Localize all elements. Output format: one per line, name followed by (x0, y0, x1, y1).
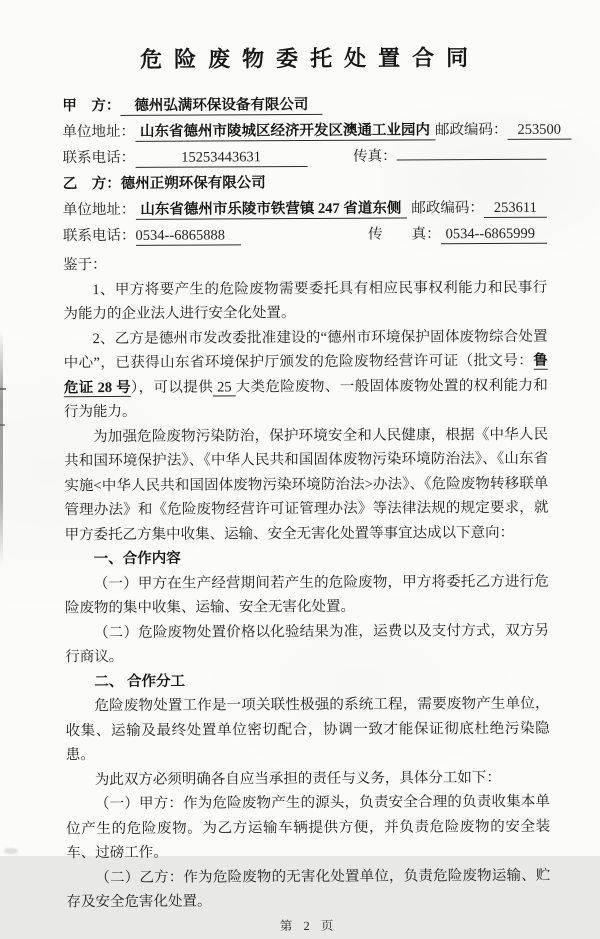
party-b-zip-value: 253611 (484, 200, 547, 218)
scan-speck (0, 388, 6, 390)
clause-2-text: ），可以提供 (131, 379, 213, 395)
party-a-phone-value: 15253443631 (135, 149, 307, 168)
party-a-fax-label: 传真： (353, 145, 397, 166)
section-2-heading: 二、 合作分工 (65, 667, 549, 694)
party-a-fax-blank (397, 159, 547, 161)
permit-number: 鲁危证 28 号 (64, 353, 548, 397)
party-b-address-value: 山东省德州市乐陵市铁营镇 247 省道东侧 (135, 196, 406, 219)
party-a-row (62, 92, 546, 121)
party-a-label: 甲 方： (62, 94, 120, 115)
party-b-address-label: 单位地址： (63, 198, 136, 219)
party-a-phone-row (63, 144, 547, 173)
party-a-address-row (62, 118, 546, 147)
party-b-phone-label: 联系电话： (63, 224, 136, 245)
section-1-item-1: （一）甲方在生产经营期间若产生的危险废物，甲方将委托乙方进行危险废物的集中收集、运输、安全无害化处置。 (65, 569, 549, 621)
waste-categories-count: 25 (213, 379, 236, 396)
scan-smudge (4, 848, 18, 854)
section-2-item-2: （二）乙方：作为危险废物的无害化处置单位，负责危险废物运输、贮存及安全危害化处置。 (66, 863, 550, 915)
party-a-zip-label: 邮政编码： (435, 118, 508, 139)
document-content (62, 41, 551, 939)
party-b-phone-row (63, 222, 547, 251)
party-a-address-label: 单位地址： (62, 120, 135, 141)
party-b-fax-value: 0534--6865999 (441, 226, 548, 245)
party-a-zip-value: 253500 (507, 122, 571, 140)
section-2-item-1: （一）甲方：作为危险废物产生的源头，负责安全合理的负责收集本单位产生的危险废物。为乙方运输车辆提供方便，并负责危险废物的安全装车、过磅工作。 (66, 790, 550, 866)
party-a-name: 德州弘满环保设备有限公司 (120, 93, 322, 116)
clause-2-text: 2、乙方是德州市发改委批准建设的“德州市环境保护固体废物综合处置中心”，已获得山东省环境保护厅颁发的危险废物经营许可证（批文号： (64, 328, 548, 371)
section-2-para-2: 为此双方必须明确各自应当承担的责任与义务，具体分工如下： (66, 765, 550, 792)
contract-body (63, 251, 551, 939)
section-2-para-1: 危险废物处置工作是一项关联性极强的系统工程，需要废物产生单位，收集、运输及最终处置单位密切配合，协调一致才能保证彻底杜绝污染隐患。 (65, 692, 549, 768)
whereas-heading: 鉴于： (63, 251, 547, 278)
page-number: 第 2 页 (67, 912, 551, 939)
party-b-phone-value: 0534--6865888 (135, 227, 241, 246)
section-1-heading: 一、合作内容 (65, 545, 549, 572)
document-title: 危险废物委托处置合同 (62, 41, 546, 75)
party-b-name: 德州正朔环保有限公司 (121, 171, 266, 193)
clause-2-text: 大类危险废物、一般固体废物处置的权利能力和行为能力。 (64, 377, 548, 420)
party-b-zip-label: 邮政编码： (411, 196, 484, 217)
party-b-row (63, 170, 547, 199)
scan-speck (0, 424, 5, 426)
scan-edge-artifact (0, 330, 3, 565)
whereas-clause-2 (63, 324, 548, 425)
party-b-fax-label: 传 真： (368, 222, 441, 243)
legal-preamble: 为加强危险废物污染防治，保护环境安全和人民健康，根据《中华人民共和国环境保护法》、《中华人民共和国固体废物污染环境防治法》、《山东省实施<中华人民共和国固体废物污染环境防治法>办法》、《危险废物转移联单管理办法》和《危险废物经营许可证管理办法》等法律法规的规定要求，就甲方委托乙方集中收集、运输、安全无害化处置等事宜达成以下意向： (64, 422, 549, 547)
spacer (241, 239, 368, 240)
party-a-phone-label: 联系电话： (63, 146, 136, 167)
party-b-address-row (63, 196, 547, 225)
party-b-label: 乙 方： (63, 172, 121, 193)
section-1-item-2: （二）危险废物处置价格以化验结果为准，运费以及支付方式，双方另行商议。 (65, 618, 549, 670)
whereas-clause-1: 1、甲方将要产生的危险废物需要委托具有相应民事权利能力和民事行为能力的企业法人进行安全化处置。 (63, 275, 547, 327)
party-a-address-value: 山东省德州市陵城区经济开发区澳通工业园内 (135, 118, 435, 142)
